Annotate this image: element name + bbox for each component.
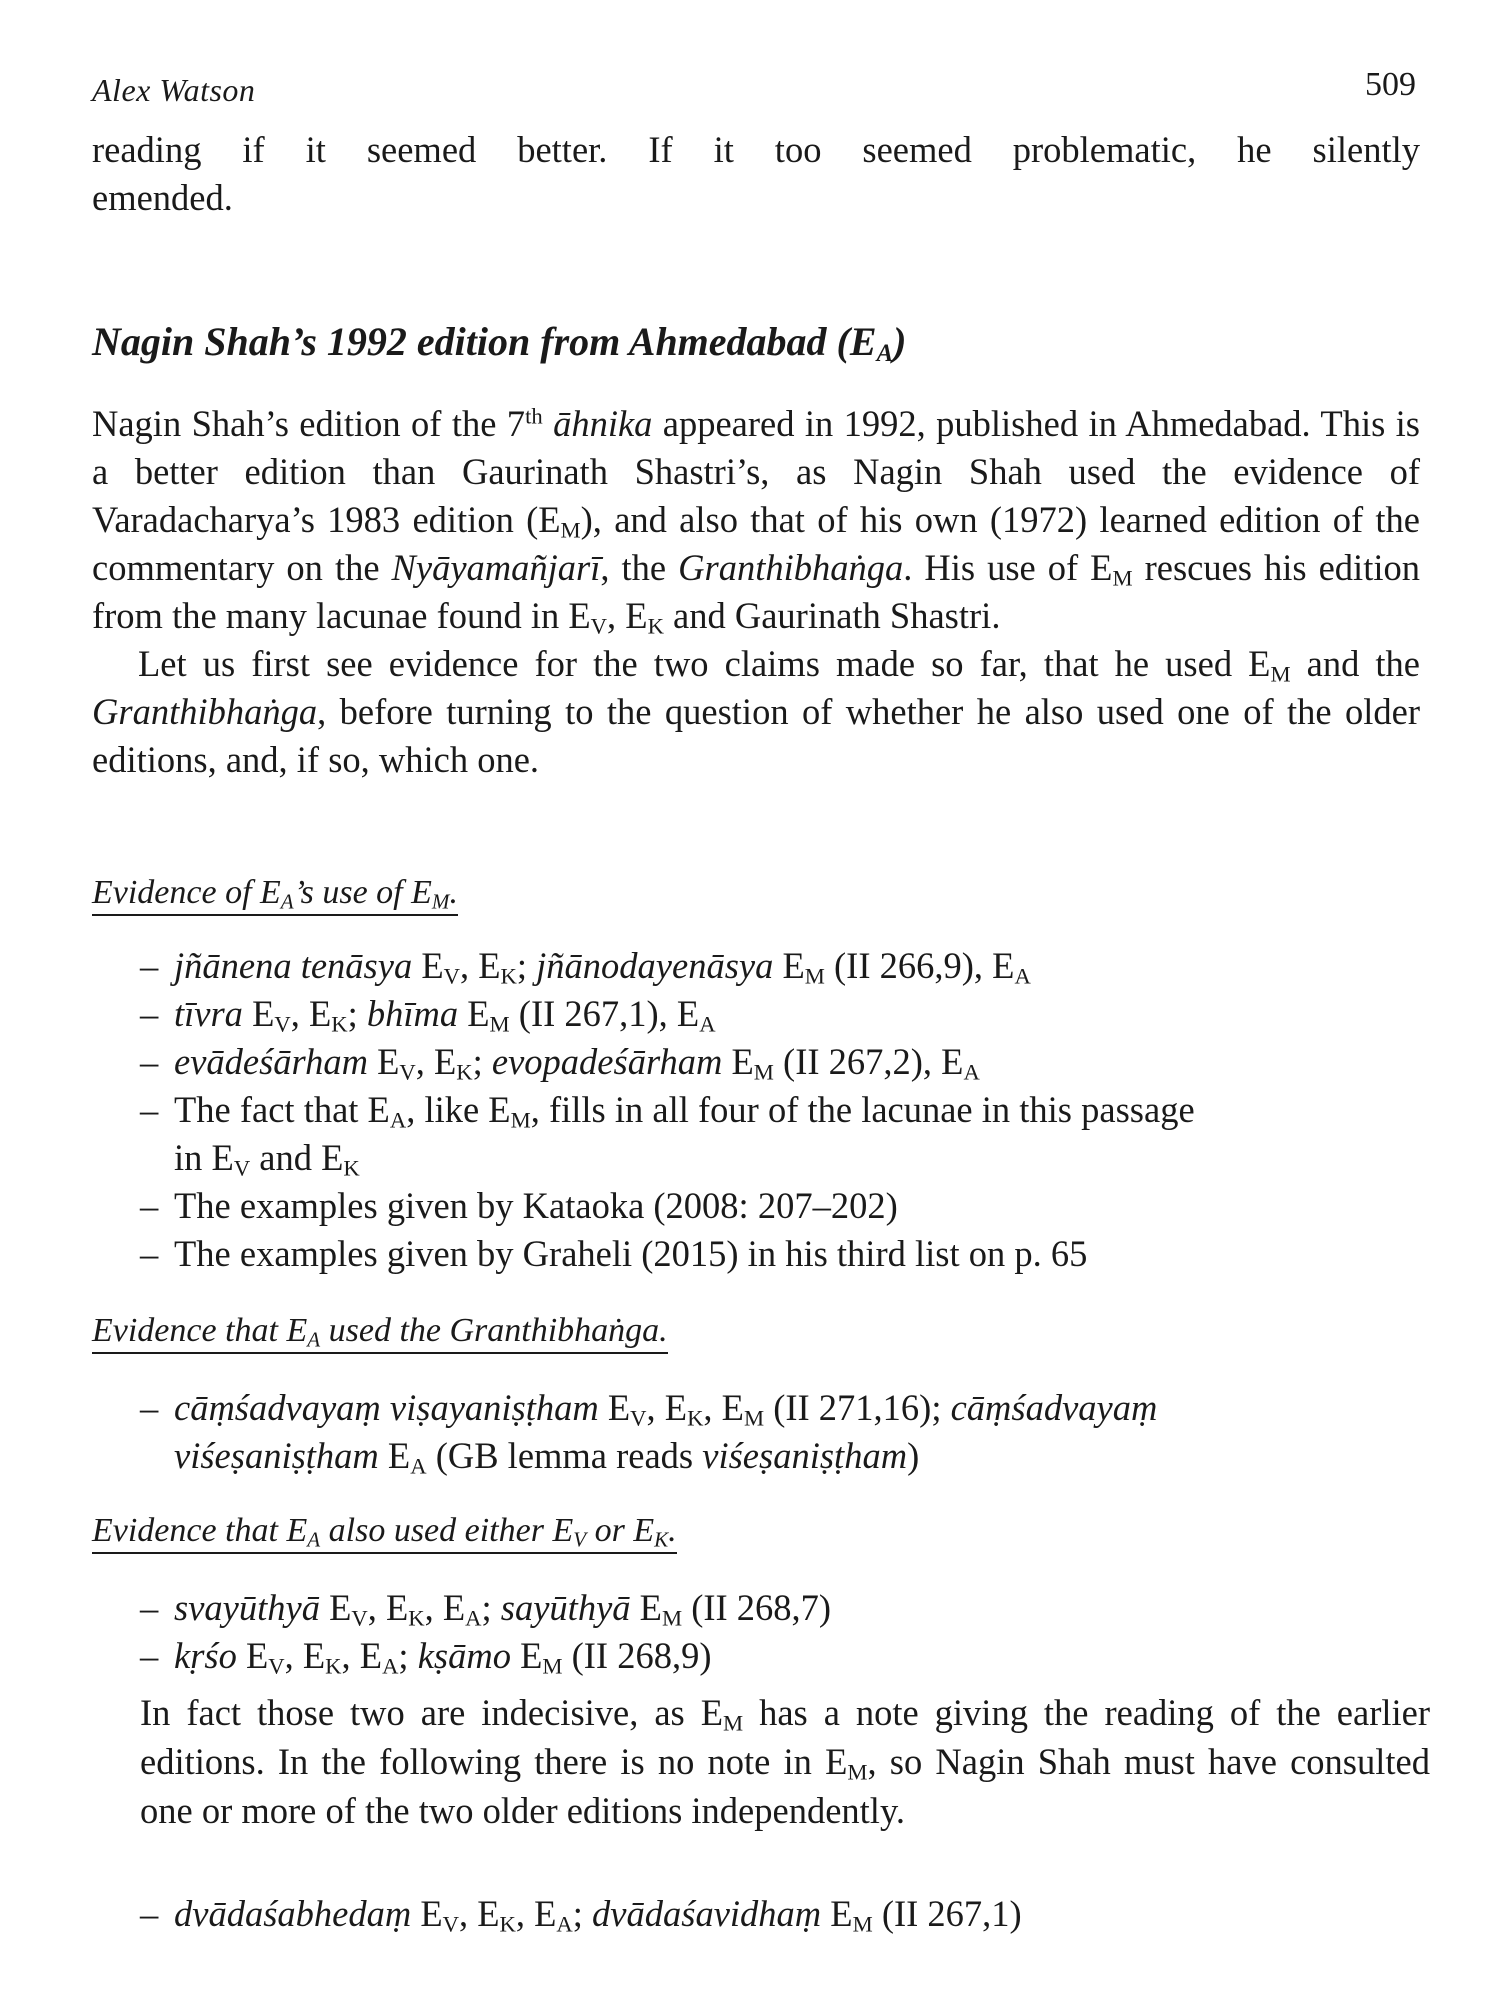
evidence-list-3 [140,1584,1430,1680]
intro-paragraph [92,126,1420,222]
list-item: – dvādaśabhedaṃ $E_V$, $E_K$, $E_A$; dvādaśavidhaṃ $E_M$ (II 267,1) [140,1893,1022,1937]
list-item: – svayūthyā $E_V$, $E_K$, $E_A$; sayūthyā $E_M$ (II 268,7) [140,1587,832,1631]
evidence-heading-2: Evidence that $E_A$ used the Granthibhaṅga. [92,1312,668,1354]
list-item: – jñānena tenāsya $E_V$, $E_K$; jñānodayenāsya $E_M$ (II 266,9), $E_A$ [140,945,1031,989]
evidence-list-1 [140,942,1430,1278]
section-heading: Nagin Shah’s 1992 edition from Ahmedabad $(E_A)$ [92,319,907,368]
evidence-list-2 [140,1384,1430,1480]
evidence-list-4 [140,1890,1430,1938]
page-number: 509 [1365,66,1416,103]
evidence-heading-1: Evidence of $E_A’s$ use of $E_M$. [92,874,458,916]
list-item: – evādeśārham $E_V$, $E_K$; evopadeśārham $E_M$ (II 267,2), $E_A$ [140,1041,980,1085]
running-head-author: Alex Watson [92,72,256,108]
intro-line-2: emended. [92,177,233,218]
list-item: – The fact that $E_A$, like $E_M$, fills in all four of the lacunae in this passage in $E_V$ and $E_K$ [140,1089,1195,1181]
list-item: – The examples given by Kataoka (2008: 207–202) [140,1185,898,1226]
list-item: – cāṃśadvayaṃ viṣayaniṣṭham $E_V$, $E_K$, $E_M$ (II 271,16); cāṃśadvayaṃ viśeṣaniṣṭham $E_A$ (GB lemma reads viśeṣaniṣṭham) [140,1387,1158,1479]
list-item: – tīvra $E_V$, $E_K$; bhīma $E_M$ (II 267,1), $E_A$ [140,993,716,1037]
list-item: – The examples given by Graheli (2015) in his third list on p. 65 [140,1233,1088,1274]
paragraph-1: Nagin Shah’s edition of the 7th āhnika appeared in 1992, published in Ahmedabad. This is a better edition than Gaurinath Shastri’s, as Nagin Shah used the evidence of Varadacharya’s 1983 edition $(E_M)$, and also that of his own (1972) learned edition of the commentary on the Nyāyamañjarī, the Granthibhaṅga. His use of $E_M$ rescues his edition from the many lacunae found in $E_V$, $E_K$ and Gaurinath Shastri. Let us first see evidence for the two claims made so far, that he used $E_M$ and the Granthibhaṅga, before turning to the question of whether he also used one of the older editions, and, if so, which one. [92,403,1421,780]
list-item: – kṛśo $E_V$, $E_K$, $E_A$; kṣāmo $E_M$ (II 268,9) [140,1635,712,1679]
indecisive-note: In fact those two are indecisive, as $E_M$ has a note giving the reading of the earlier editions. In the following there is no note in $E_M$, so Nagin Shah must have consulted one or more of the two older editions independently. [140,1692,1430,1831]
evidence-heading-3: Evidence that $E_A$ also used either $E_V$ or $E_K$. [92,1512,677,1554]
intro-line-1: reading if it seemed better. If it too seemed problematic, he silently [92,129,1420,170]
